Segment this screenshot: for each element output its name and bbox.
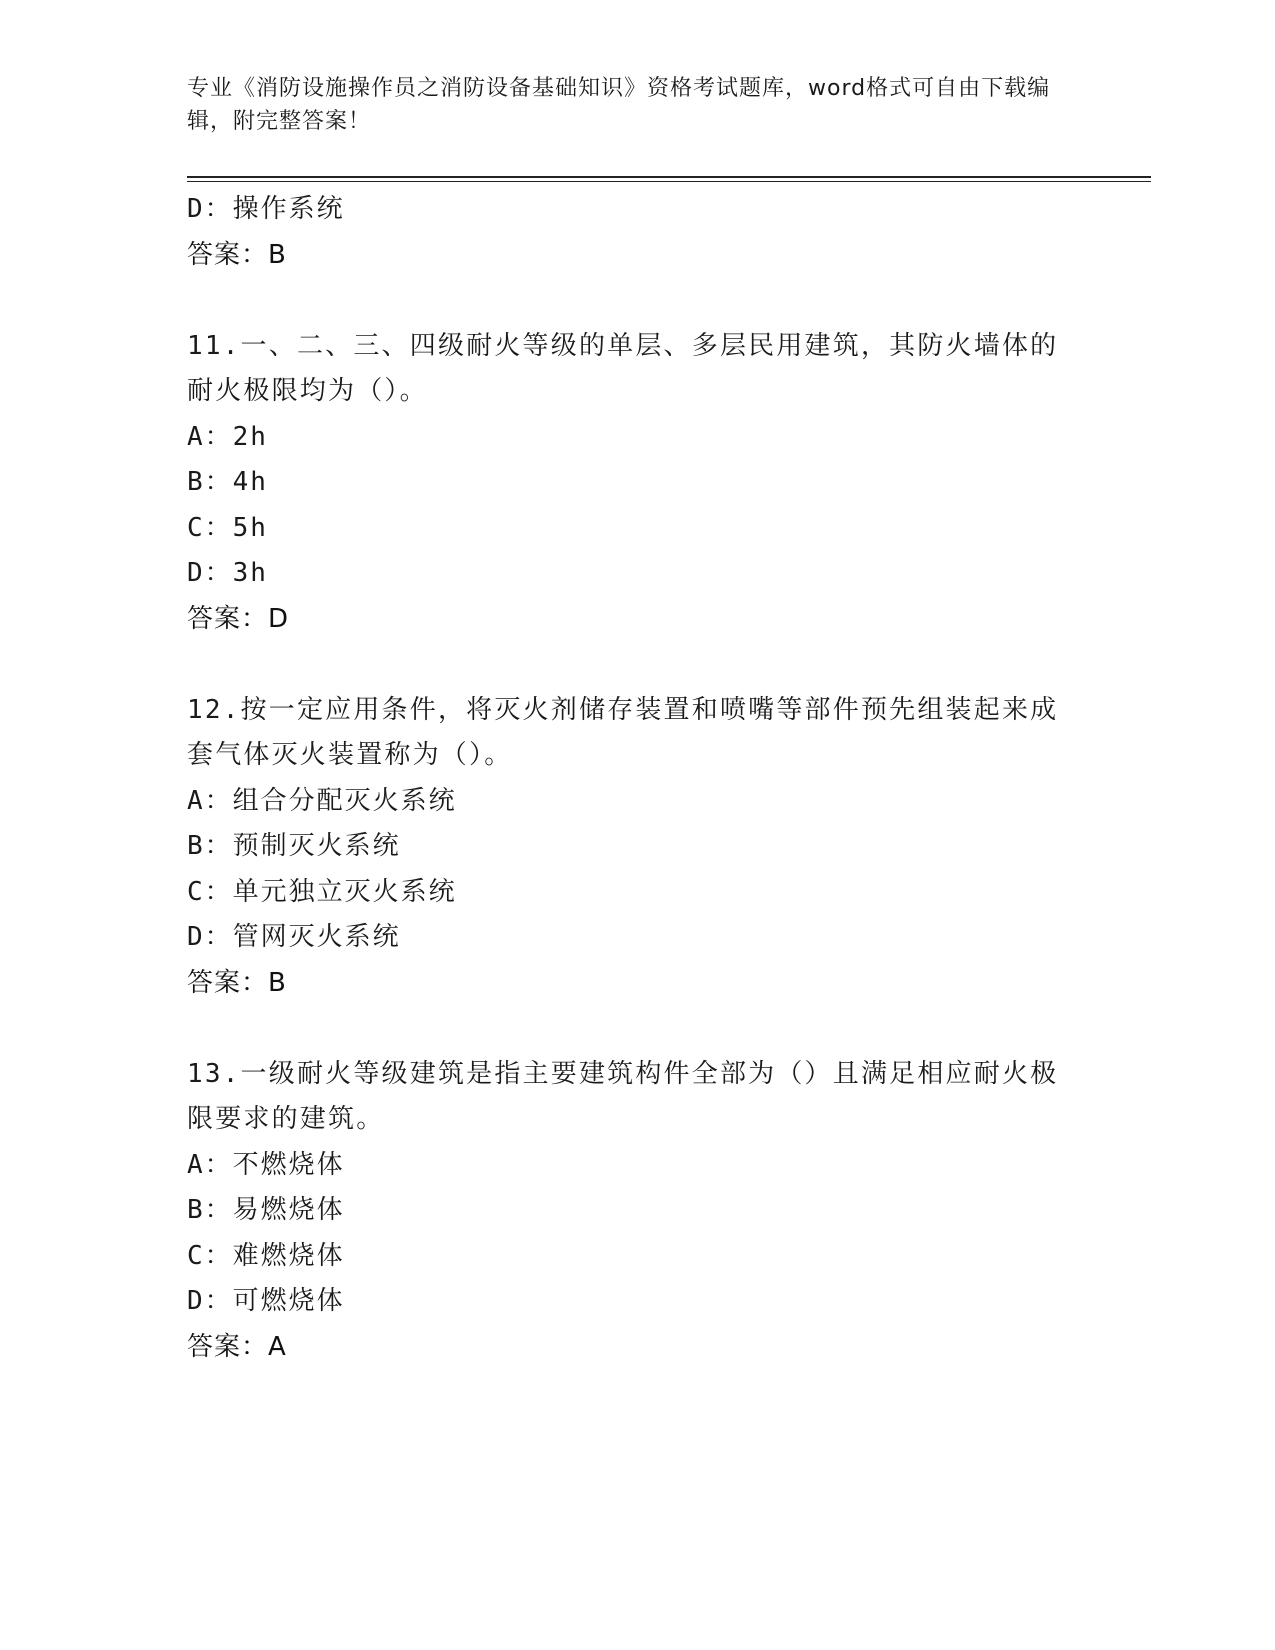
option-c: C：单元独立灭火系统 — [187, 876, 457, 907]
option-d: D：操作系统 — [187, 194, 345, 224]
question-13 — [187, 1052, 1077, 1371]
question-stem: 13.一级耐火等级建筑是指主要建筑构件全部为（）且满足相应耐火极限要求的建筑。 — [187, 1058, 1059, 1134]
option-d: D：管网灭火系统 — [187, 922, 401, 952]
option-c: C：5h — [187, 512, 268, 543]
spacer — [187, 1006, 1077, 1052]
question-content — [187, 187, 1077, 1370]
option-d: D：可燃烧体 — [187, 1286, 345, 1316]
header-divider-thick — [187, 176, 1151, 178]
answer-line: 答案：D — [187, 603, 290, 634]
question-stem: 11.一、二、三、四级耐火等级的单层、多层民用建筑，其防火墙体的耐火极限均为（）。 — [187, 330, 1059, 406]
header-divider-thin — [187, 181, 1151, 182]
option-b: B：预制灭火系统 — [187, 831, 401, 861]
question-11 — [187, 324, 1077, 643]
spacer — [187, 642, 1077, 688]
spacer — [187, 278, 1077, 324]
question-stem: 12.按一定应用条件，将灭火剂储存装置和喷嘴等部件预先组装起来成套气体灭火装置称为（）。 — [187, 694, 1059, 770]
option-a: A：不燃烧体 — [187, 1149, 345, 1180]
document-header: 专业《消防设施操作员之消防设备基础知识》资格考试题库，word格式可自由下载编辑，附完整答案！ — [187, 76, 1051, 134]
answer-line: 答案：B — [187, 967, 287, 998]
option-b: B：4h — [187, 467, 268, 497]
option-b: B：易燃烧体 — [187, 1195, 345, 1225]
question-12 — [187, 688, 1077, 1007]
option-d: D：3h — [187, 558, 268, 588]
answer-line: 答案：B — [187, 239, 287, 270]
option-a: A：2h — [187, 421, 268, 452]
answer-line: 答案：A — [187, 1331, 287, 1362]
option-a: A：组合分配灭火系统 — [187, 785, 457, 816]
option-c: C：难燃烧体 — [187, 1240, 345, 1271]
